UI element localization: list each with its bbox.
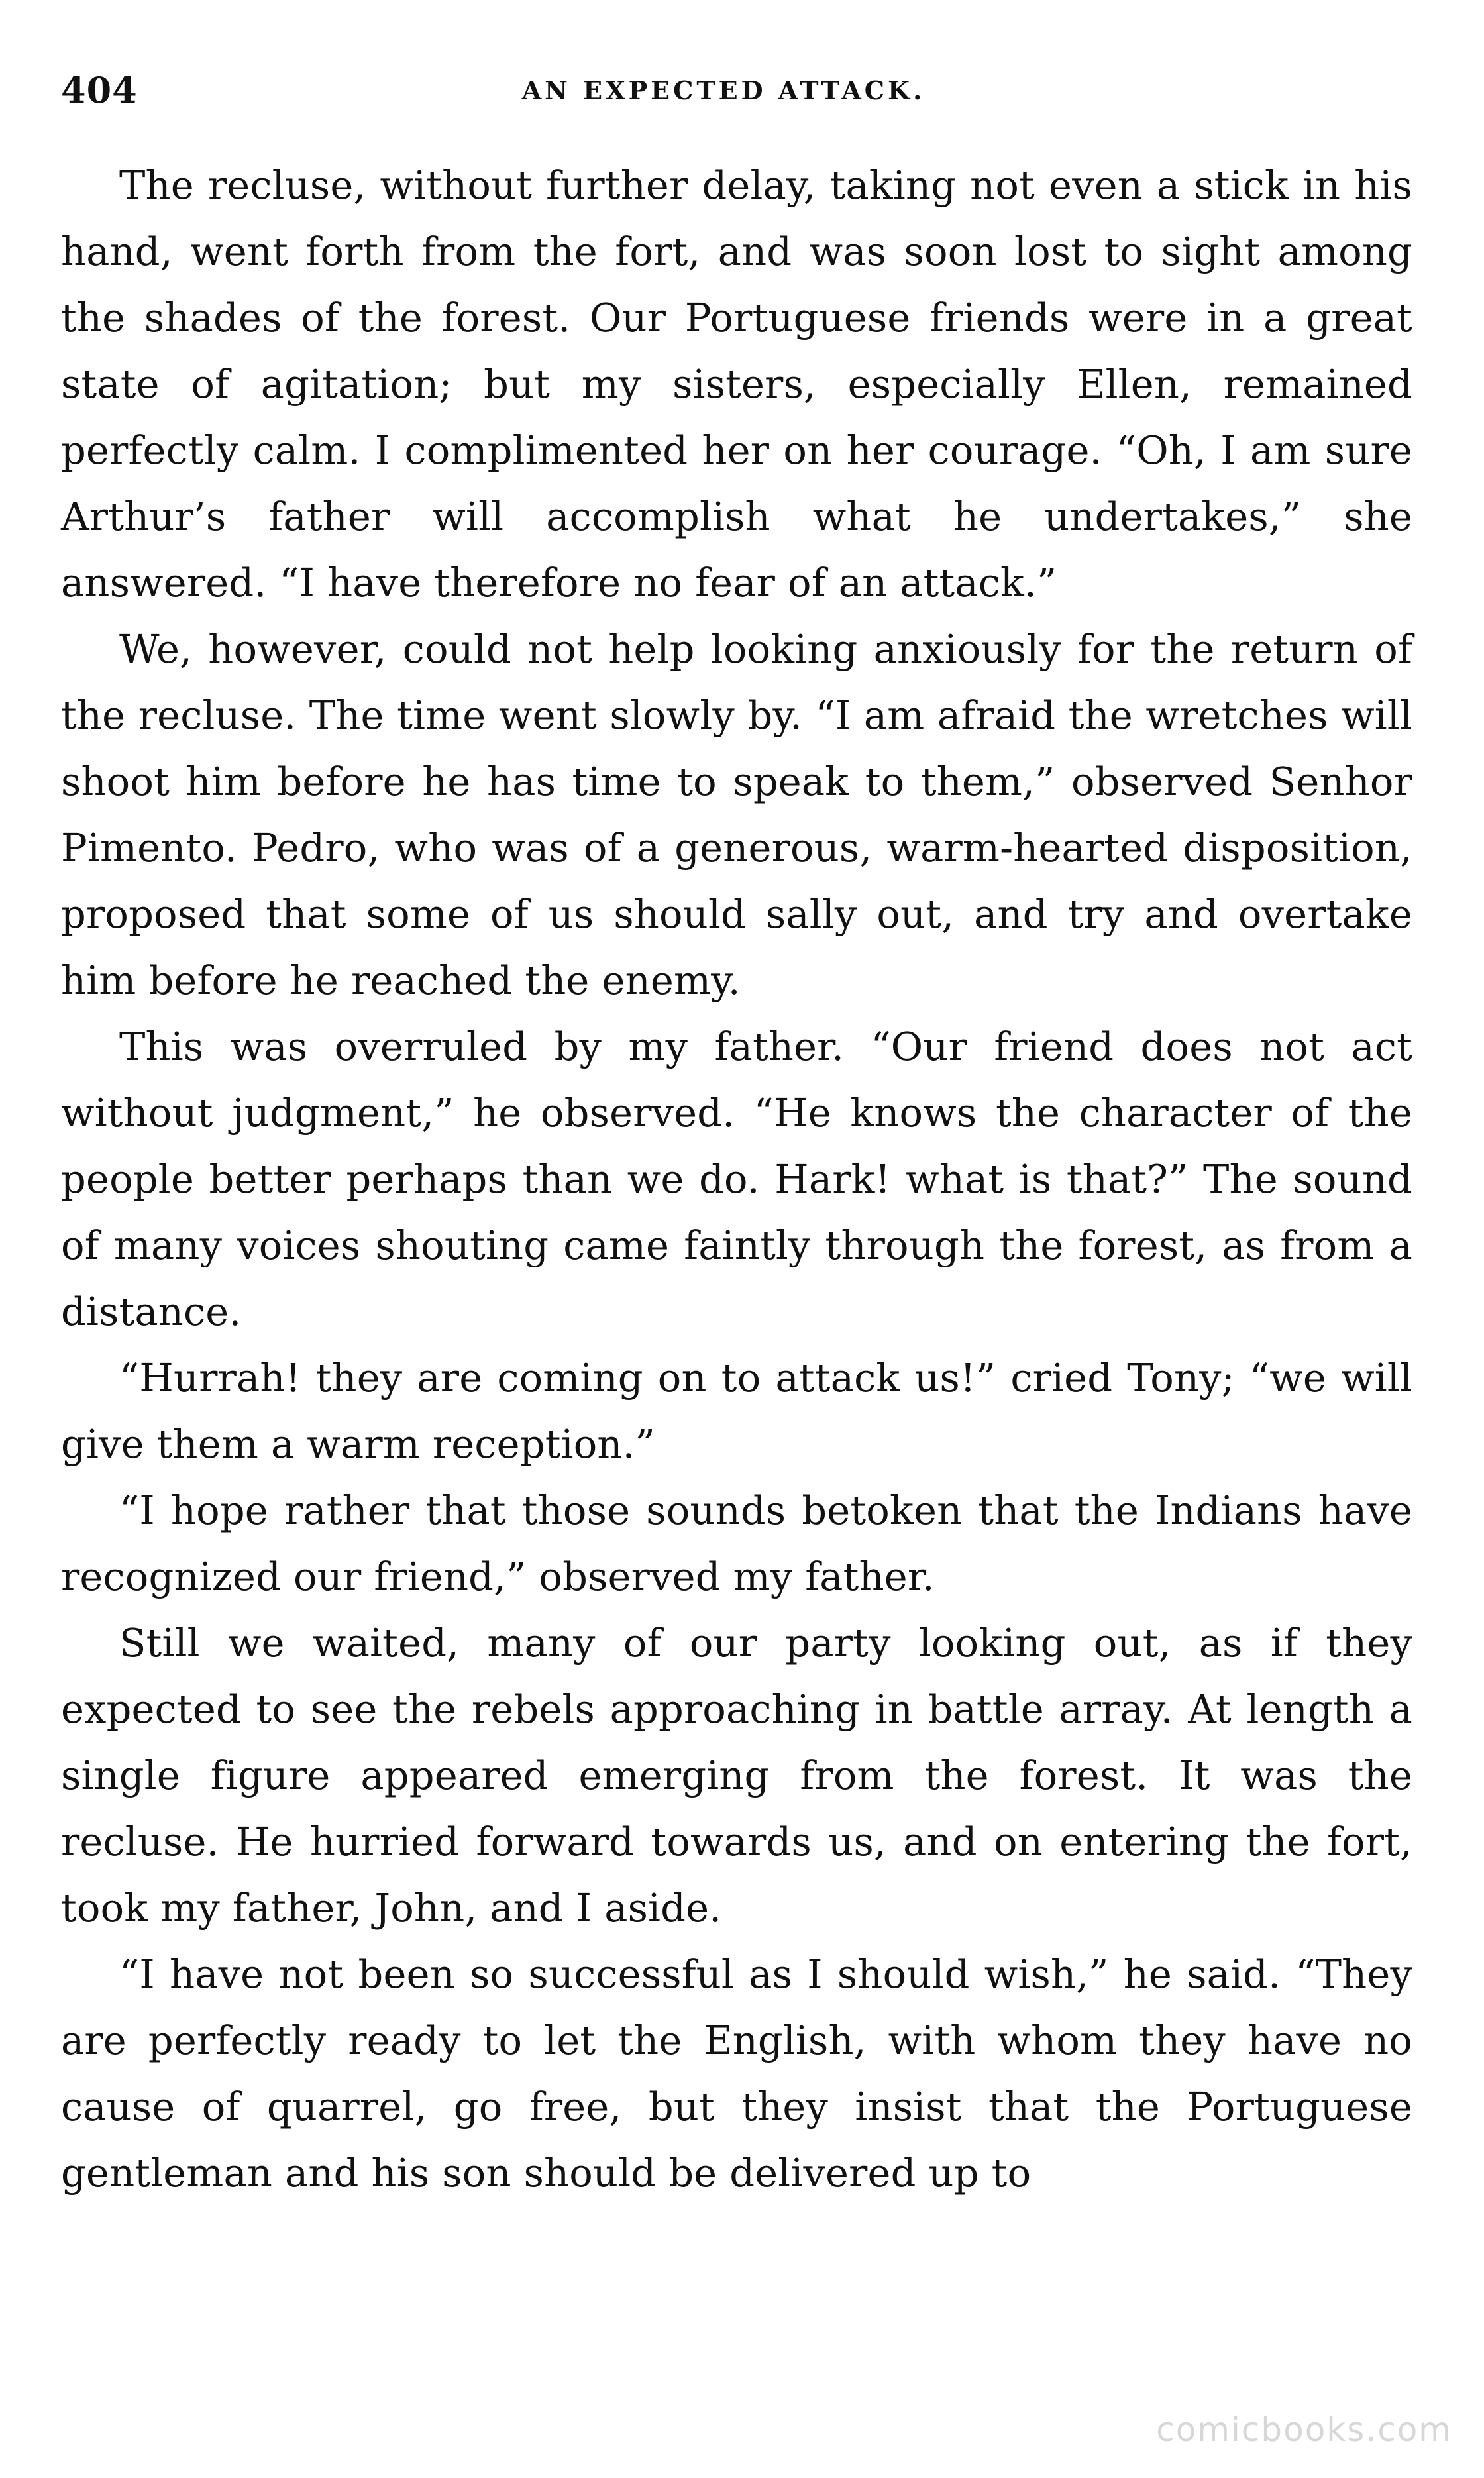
watermark: comicbooks.com (1156, 2410, 1452, 2449)
page-header (61, 64, 1386, 117)
paragraph: The recluse, without further delay, taking not even a stick in his hand, went forth from the fort, and was soon lost to sight among the shades of the forest. Our Portuguese friends were in a great state of agitation; but my sisters, especially Ellen, remained perfectly calm. I complimented her on her courage. “Oh, I am sure Arthur’s father will accomplish what he undertakes,” she answered. “I have therefore no fear of an attack.” (61, 162, 1412, 606)
paragraph: Still we waited, many of our party looking out, as if they expected to see the rebels approaching in battle array. At length a single figure appeared emerging from the forest. It was the recluse. He hurried forward towards us, and on entering the fort, took my father, John, and I aside. (61, 1620, 1412, 1931)
body-text (61, 152, 1412, 2206)
paragraph: This was overruled by my father. “Our friend does not act without judgment,” he observed. “He knows the character of the people better perhaps than we do. Hark! what is that?” The sound of many voices shouting came faintly through the forest, as from a distance. (61, 1024, 1412, 1334)
paragraph: We, however, could not help looking anxiously for the return of the recluse. The time went slowly by. “I am afraid the wretches will shoot him before he has time to speak to them,” observed Senhor Pimento. Pedro, who was of a generous, warm-hearted disposition, proposed that some of us should sally out, and try and overtake him before he reached the enemy. (61, 626, 1412, 1003)
running-head: AN EXPECTED ATTACK. (521, 76, 926, 105)
paragraph: “I hope rather that those sounds betoken that the Indians have recognized our friend,” observed my father. (61, 1487, 1412, 1599)
paragraph: “Hurrah! they are coming on to attack us!” cried Tony; “we will give them a warm reception.” (61, 1355, 1412, 1467)
page-number: 404 (61, 69, 138, 111)
paragraph: “I have not been so successful as I should wish,” he said. “They are perfectly ready to let the English, with whom they have no cause of quarrel, go free, but they insist that the Portuguese gentleman and his son should be delivered up to (61, 1951, 1412, 2196)
